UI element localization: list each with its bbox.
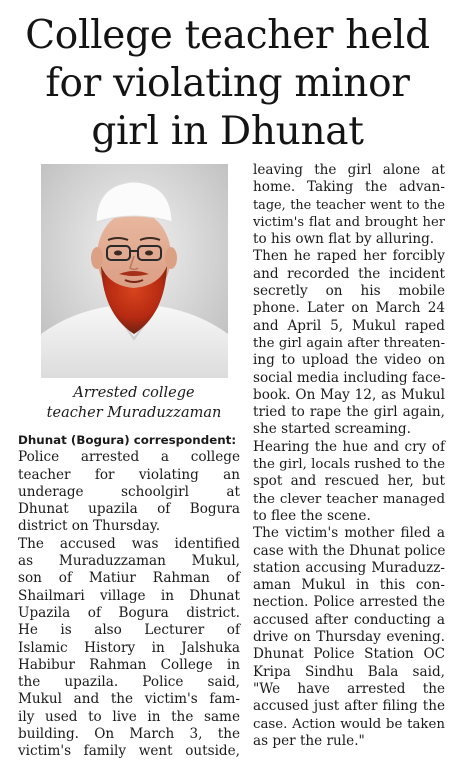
- body-line: secretly on his mobile: [253, 283, 445, 300]
- body-line: case. Action would be taken: [253, 716, 445, 732]
- byline: Dhunat (Bogura) correspondent:: [18, 433, 237, 447]
- body-line: underage schoolgirl at: [18, 483, 240, 500]
- body-line: accused just after filing the: [253, 698, 445, 715]
- body-line: ily used to live in the same: [18, 708, 240, 725]
- body-line: aman Mukul in this con-: [253, 577, 445, 594]
- body-line: station accusing Muraduzz-: [253, 559, 445, 576]
- body-line: spot and rescued her, but: [253, 473, 445, 490]
- caption-line: teacher Muraduzzaman: [46, 405, 222, 421]
- body-line: the upazila. Police said,: [18, 674, 240, 691]
- body-line: Islamic History in Jalshuka: [18, 639, 240, 656]
- body-line: the girl again after threaten-: [253, 335, 445, 351]
- body-line: phone. Later on March 24: [253, 300, 445, 317]
- body-line: case with the Dhunat police: [253, 542, 446, 559]
- body-line: book. On May 12, as Mukul: [253, 386, 445, 403]
- body-line: accused after conducting a: [253, 611, 445, 628]
- body-line: to his own flat by alluring.: [253, 231, 435, 248]
- body-line: the clever teacher managed: [253, 491, 445, 507]
- portrait-photo: [41, 164, 228, 378]
- body-line: Mukul and the victim's fam-: [18, 691, 240, 708]
- body-line: Dhunat upazila of Bogura: [18, 501, 240, 518]
- photo-caption: [28, 383, 240, 423]
- caption-line: Arrested college: [73, 385, 195, 401]
- body-line: Hearing the hue and cry of: [253, 438, 445, 455]
- body-line: son of Matiur Rahman of: [18, 570, 240, 587]
- body-line: The accused was identified: [18, 535, 240, 552]
- headline-line: girl in Dhunat: [91, 109, 364, 154]
- body-line: Habibur Rahman College in: [18, 656, 240, 673]
- body-line: home. Taking the advan-: [253, 179, 445, 196]
- headline-line: College teacher held: [25, 13, 430, 58]
- body-line: as per the rule.": [253, 732, 365, 749]
- body-line: tried to rape the girl again,: [253, 404, 445, 421]
- headline-line: for violating minor: [45, 61, 410, 106]
- body-line: leaving the girl alone at: [253, 162, 445, 178]
- body-line: "We have arrested the: [253, 680, 445, 697]
- body-line: Shailmari village in Dhunat: [18, 587, 240, 604]
- body-line: victim's family went outside,: [18, 743, 240, 760]
- body-line: Dhunat Police Station OC: [253, 646, 445, 663]
- body-line: Then he raped her forcibly: [253, 248, 445, 265]
- left-column: [18, 432, 240, 761]
- right-column: [253, 162, 445, 750]
- body-line: she started screaming.: [253, 421, 411, 438]
- body-line: He is also Lecturer of: [18, 622, 240, 639]
- body-line: as Muraduzzaman Mukul,: [18, 553, 240, 570]
- body-line: The victim's mother filed a: [253, 525, 445, 542]
- body-line: and April 5, Mukul raped: [253, 317, 445, 334]
- body-line: Kripa Sindhu Bala said,: [253, 663, 445, 680]
- body-line: district on Thursday.: [18, 518, 161, 535]
- headline: [10, 12, 445, 156]
- body-line: the girl, locals rushed to the: [253, 457, 445, 473]
- body-line: victim's flat and brought her: [253, 214, 445, 230]
- body-line: teacher for violating an: [18, 466, 240, 483]
- body-line: Upazila of Bogura district.: [18, 604, 240, 621]
- portrait-illustration: [41, 164, 228, 378]
- body-line: social media including face-: [253, 369, 446, 386]
- body-line: Police arrested a college: [18, 449, 240, 466]
- body-line: building. On March 3, the: [18, 726, 240, 743]
- body-line: nection. Police arrested the: [253, 594, 445, 611]
- body-line: to flee the scene.: [253, 507, 371, 524]
- body-line: ing to upload the video on: [253, 352, 445, 369]
- body-line: drive on Thursday evening.: [253, 629, 445, 646]
- body-line: tage, the teacher went to the: [253, 197, 445, 213]
- body-line: and recorded the incident: [253, 265, 445, 282]
